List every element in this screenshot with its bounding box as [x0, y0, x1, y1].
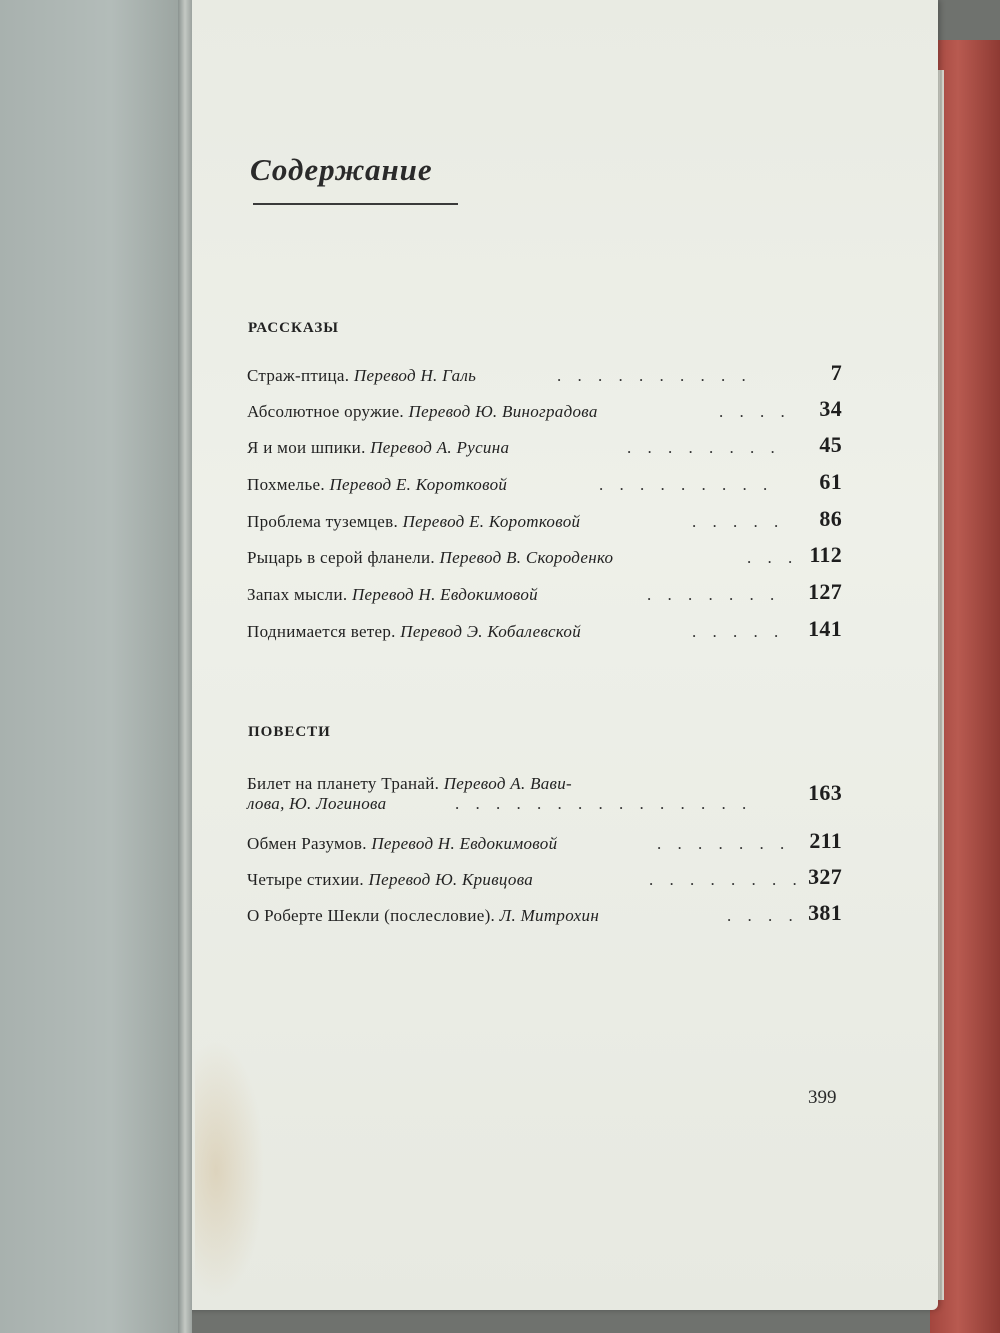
section-title-stories: РАССКАЗЫ — [248, 320, 339, 336]
toc-entry — [247, 430, 842, 464]
leader-dots: . . . . . . . — [657, 834, 791, 853]
toc-entry — [247, 504, 842, 538]
section-title-novellas: ПОВЕСТИ — [248, 724, 331, 740]
entry-title: Я и мои шпики. — [247, 438, 366, 457]
toc-entry — [247, 577, 842, 611]
entry-title: Страж-птица. — [247, 366, 350, 385]
entry-title: Поднимается ветер. — [247, 622, 396, 641]
book-gutter — [178, 0, 192, 1333]
entry-title: Рыцарь в серой фланели. — [247, 548, 435, 567]
leader-dots: . . . . . . . — [647, 585, 781, 604]
entry-title: Проблема туземцев. — [247, 512, 399, 531]
entry-translator: Перевод А. Русина — [370, 438, 510, 457]
entry-translator: Перевод Ю. Виноградова — [408, 402, 598, 421]
entry-translator: Перевод В. Скороденко — [439, 548, 614, 567]
page-number: 399 — [808, 1087, 837, 1108]
entry-translator: Перевод Н. Галь — [353, 366, 477, 385]
leader-dots: . . . — [747, 548, 799, 567]
entry-page: 127 — [808, 579, 842, 604]
water-stain — [195, 1040, 265, 1300]
leader-dots: . . . . . . . . . . — [557, 366, 752, 385]
entry-translator: Перевод Э. Кобалевской — [400, 622, 582, 641]
entry-title: Билет на планету Транай. — [247, 774, 440, 793]
entry-translator-line2: лова, Ю. Логинова — [247, 794, 387, 813]
entry-page: 34 — [819, 396, 842, 421]
entry-page: 141 — [808, 616, 842, 641]
contents-page — [183, 0, 938, 1310]
entry-translator: Перевод Н. Евдокимовой — [351, 585, 538, 604]
leader-dots: . . . . . . . . — [627, 438, 781, 457]
entry-title: Обмен Разумов. — [247, 834, 367, 853]
entry-translator: Перевод Н. Евдокимовой — [371, 834, 558, 853]
toc-entry — [247, 394, 842, 428]
toc-entry — [247, 358, 842, 392]
entry-translator: Перевод Е. Коротковой — [329, 475, 508, 494]
toc-entry — [247, 862, 842, 896]
entry-title: О Роберте Шекли (послесловие). — [247, 906, 496, 925]
entry-title: Абсолютное оружие. — [247, 402, 404, 421]
entry-translator: Перевод Ю. Кривцова — [368, 870, 534, 889]
heading-underline — [253, 203, 458, 205]
toc-entry — [247, 614, 842, 648]
entry-page: 7 — [830, 360, 842, 385]
leader-dots: . . . . — [719, 402, 791, 421]
leader-dots: . . . . . — [692, 622, 785, 641]
entry-title: Запах мысли. — [247, 585, 348, 604]
entry-page: 327 — [808, 864, 842, 889]
entry-page: 163 — [808, 780, 842, 805]
entry-translator: Л. Митрохин — [499, 906, 600, 925]
contents-heading: Содержание — [250, 152, 433, 187]
toc-entry — [247, 467, 842, 501]
leader-dots: . . . . . — [692, 512, 785, 531]
entry-title: Четыре стихии. — [247, 870, 364, 889]
entry-translator: Перевод Е. Коротковой — [402, 512, 581, 531]
leader-dots: . . . . — [727, 906, 799, 925]
entry-page: 381 — [808, 900, 842, 925]
leader-dots: . . . . . . . . — [649, 870, 803, 889]
entry-page: 86 — [819, 506, 842, 531]
entry-page: 45 — [819, 432, 842, 457]
toc-entry — [247, 766, 842, 816]
toc-entry — [247, 540, 842, 574]
toc-entry — [247, 898, 842, 932]
entry-translator-line1: Перевод А. Вави- — [443, 774, 572, 793]
entry-page: 61 — [819, 469, 842, 494]
toc-entry — [247, 826, 842, 860]
entry-title: Похмелье. — [247, 475, 325, 494]
entry-page: 211 — [809, 828, 842, 853]
left-page — [0, 0, 185, 1333]
leader-dots: . . . . . . . . . . . . . . . — [455, 794, 753, 813]
leader-dots: . . . . . . . . . — [599, 475, 774, 494]
entry-page: 112 — [809, 542, 842, 567]
